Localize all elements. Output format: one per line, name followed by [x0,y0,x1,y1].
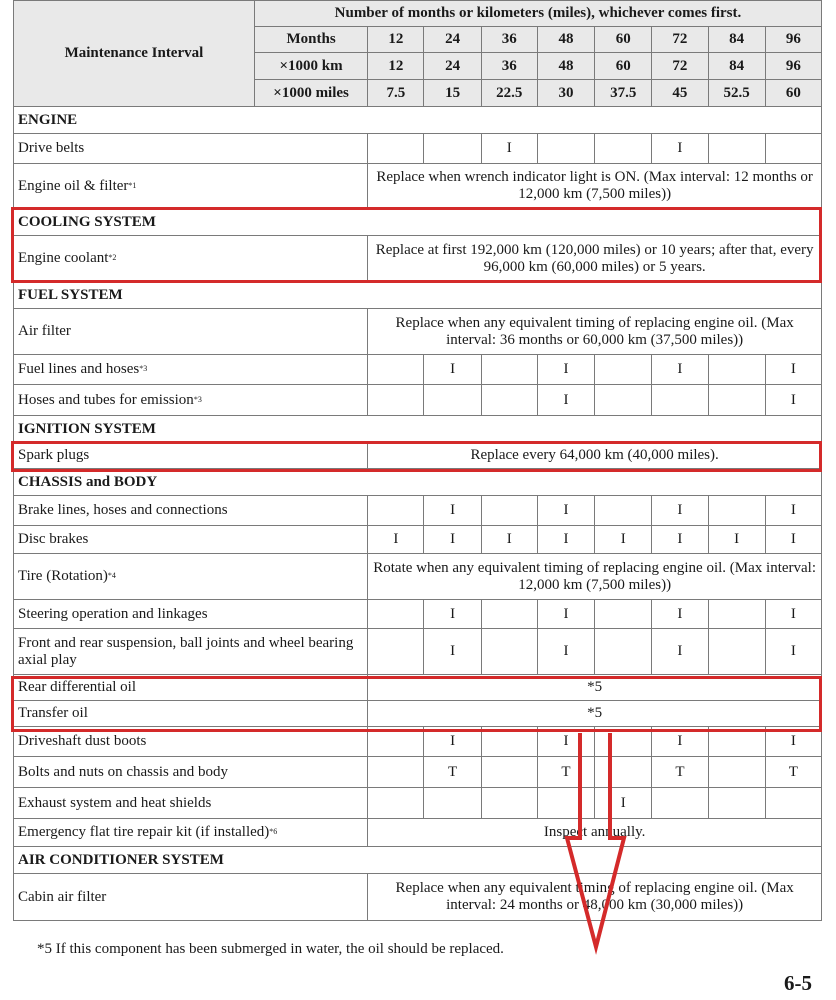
schedule-cell [368,355,424,385]
section-row [14,469,822,496]
schedule-cell [537,134,594,164]
item-label: Emergency flat tire repair kit (if installed)$^{*6}$ [14,819,368,847]
schedule-cell [481,757,537,788]
schedule-cell: I [424,526,481,554]
schedule-cell [368,134,424,164]
header-value: 60 [595,53,652,80]
schedule-cell: I [765,526,821,554]
schedule-cell: I [424,629,481,675]
footnote-ref: *5 [368,701,822,727]
item-label: Exhaust system and heat shields [14,788,368,819]
schedule-cell [368,788,424,819]
table-row [14,701,822,727]
schedule-cell: I [481,134,537,164]
header-value: 45 [652,80,708,107]
schedule-cell [708,629,765,675]
schedule-cell: I [652,496,708,526]
header-value: 12 [368,53,424,80]
table-row [14,309,822,355]
item-label: Drive belts [14,134,368,164]
header-value: 72 [652,53,708,80]
interval-note: Replace every 64,000 km (40,000 miles). [368,443,822,469]
table-row [14,496,822,526]
schedule-cell [481,727,537,757]
schedule-cell [368,727,424,757]
schedule-cell [481,788,537,819]
schedule-cell [708,757,765,788]
schedule-cell: I [481,526,537,554]
header-value: 7.5 [368,80,424,107]
item-label: Engine oil & filter$^{*1}$ [14,164,368,209]
interval-note: Replace when wrench indicator light is ON. (Max interval: 12 months or 12,000 km (7,500 miles)) [368,164,822,209]
schedule-cell [368,496,424,526]
schedule-cell [481,600,537,629]
schedule-cell [765,134,821,164]
section-fuel-title: FUEL SYSTEM [14,282,822,309]
schedule-cell [368,385,424,416]
section-row [14,282,822,309]
schedule-cell [708,496,765,526]
schedule-cell [652,385,708,416]
schedule-cell: I [765,496,821,526]
schedule-cell: I [652,355,708,385]
schedule-cell [595,629,652,675]
schedule-cell: T [424,757,481,788]
schedule-cell: I [537,600,594,629]
table-row [14,675,822,701]
section-engine-title: ENGINE [14,107,822,134]
header-value: 15 [424,80,481,107]
schedule-cell [708,355,765,385]
schedule-cell [652,788,708,819]
schedule-cell [595,757,652,788]
months-label: Months [254,27,367,53]
item-label: Transfer oil [14,701,368,727]
header-value: 37.5 [595,80,652,107]
schedule-cell: I [765,629,821,675]
schedule-cell [595,496,652,526]
schedule-cell: I [652,629,708,675]
header-value: 96 [765,27,821,53]
schedule-cell [481,496,537,526]
schedule-cell: I [537,355,594,385]
item-label: Disc brakes [14,526,368,554]
schedule-cell: I [424,600,481,629]
item-label: Hoses and tubes for emission$^{*3}$ [14,385,368,416]
page-number: 6-5 [784,971,812,995]
header-value: 12 [368,27,424,53]
section-chassis-title: CHASSIS and BODY [14,469,822,496]
item-label: Air filter [14,309,368,355]
interval-rule-header: Number of months or kilometers (miles), whichever comes first. [254,1,821,27]
schedule-cell: I [424,355,481,385]
miles-label: ×1000 miles [254,80,367,107]
schedule-cell: I [424,727,481,757]
header-value: 60 [595,27,652,53]
schedule-cell [537,788,594,819]
footnote-ref: *5 [368,675,822,701]
table-row [14,443,822,469]
schedule-cell: I [537,629,594,675]
schedule-cell [595,600,652,629]
schedule-cell: I [537,496,594,526]
section-cooling-title: COOLING SYSTEM [14,209,822,236]
item-label: Steering operation and linkages [14,600,368,629]
schedule-cell: I [765,355,821,385]
section-ignition-title: IGNITION SYSTEM [14,416,822,443]
table-row [14,788,822,819]
interval-note: Replace when any equivalent timing of replacing engine oil. (Max interval: 24 months or 48,000 km (30,000 miles)) [368,874,822,921]
section-row [14,209,822,236]
table-row [14,629,822,675]
header-value: 48 [537,27,594,53]
schedule-cell [481,629,537,675]
header-value: 48 [537,53,594,80]
schedule-cell [708,385,765,416]
schedule-cell [424,385,481,416]
schedule-cell [708,134,765,164]
maintenance-interval-header: Maintenance Interval [14,1,255,107]
table-row [14,757,822,788]
schedule-cell [424,788,481,819]
schedule-cell [708,600,765,629]
table-row [14,236,822,282]
item-label: Cabin air filter [14,874,368,921]
maintenance-table [13,0,822,921]
header-value: 24 [424,27,481,53]
interval-note: Inspect annually. [368,819,822,847]
table-row [14,874,822,921]
km-label: ×1000 km [254,53,367,80]
header-row [14,1,822,27]
schedule-cell: I [765,727,821,757]
header-value: 84 [708,27,765,53]
schedule-cell: I [652,727,708,757]
table-row [14,164,822,209]
schedule-cell: I [537,385,594,416]
interval-note: Replace at first 192,000 km (120,000 miles) or 10 years; after that, every 96,000 km (60,000 miles) or 5 years. [368,236,822,282]
maintenance-schedule [13,0,822,921]
schedule-cell [368,629,424,675]
schedule-cell [368,757,424,788]
header-value: 96 [765,53,821,80]
item-label: Tire (Rotation)$^{*4}$ [14,554,368,600]
table-row [14,385,822,416]
schedule-cell [595,134,652,164]
schedule-cell: I [368,526,424,554]
schedule-cell [595,355,652,385]
header-value: 52.5 [708,80,765,107]
header-value: 24 [424,53,481,80]
section-row [14,107,822,134]
header-value: 22.5 [481,80,537,107]
schedule-cell: T [537,757,594,788]
schedule-cell: I [652,134,708,164]
schedule-cell: T [652,757,708,788]
table-row [14,600,822,629]
schedule-cell [595,727,652,757]
schedule-cell [708,788,765,819]
schedule-cell: I [652,600,708,629]
section-row [14,416,822,443]
footnote-5: *5 If this component has been submerged in water, the oil should be replaced. [37,941,504,957]
item-label: Driveshaft dust boots [14,727,368,757]
schedule-cell [424,134,481,164]
schedule-cell: I [652,526,708,554]
header-value: 30 [537,80,594,107]
section-ac-title: AIR CONDITIONER SYSTEM [14,847,822,874]
schedule-cell: I [765,385,821,416]
table-row [14,554,822,600]
schedule-cell: I [708,526,765,554]
table-row [14,134,822,164]
item-label: Rear differential oil [14,675,368,701]
schedule-cell [595,385,652,416]
item-label: Engine coolant$^{*2}$ [14,236,368,282]
schedule-cell: I [424,496,481,526]
schedule-cell: T [765,757,821,788]
schedule-cell [481,355,537,385]
table-row [14,727,822,757]
schedule-cell: I [595,788,652,819]
item-label: Spark plugs [14,443,368,469]
item-label: Brake lines, hoses and connections [14,496,368,526]
schedule-cell: I [537,727,594,757]
header-value: 84 [708,53,765,80]
interval-note: Rotate when any equivalent timing of replacing engine oil. (Max interval: 12,000 km (7,500 miles)) [368,554,822,600]
header-value: 36 [481,27,537,53]
table-row [14,355,822,385]
schedule-cell [708,727,765,757]
schedule-cell: I [765,600,821,629]
schedule-cell [481,385,537,416]
header-value: 36 [481,53,537,80]
header-value: 60 [765,80,821,107]
schedule-cell [368,600,424,629]
table-row [14,526,822,554]
item-label: Fuel lines and hoses$^{*3}$ [14,355,368,385]
schedule-cell [765,788,821,819]
item-label: Front and rear suspension, ball joints and wheel bearing axial play [14,629,368,675]
header-value: 72 [652,27,708,53]
interval-note: Replace when any equivalent timing of replacing engine oil. (Max interval: 36 months or 60,000 km (37,500 miles)) [368,309,822,355]
item-label: Bolts and nuts on chassis and body [14,757,368,788]
schedule-cell: I [537,526,594,554]
schedule-cell: I [595,526,652,554]
section-row [14,847,822,874]
table-row [14,819,822,847]
